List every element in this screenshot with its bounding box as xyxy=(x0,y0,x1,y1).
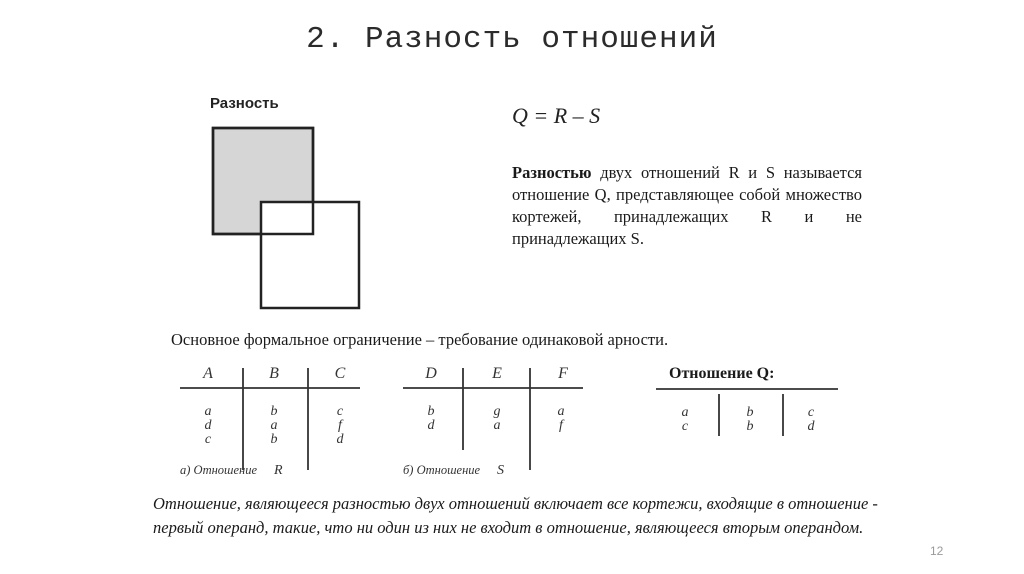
relation-q-title: Отношение Q: xyxy=(669,365,775,382)
table-s-header-d: D xyxy=(425,365,437,382)
table-r-cell: a xyxy=(204,404,212,419)
table-relation-s xyxy=(393,360,593,490)
table-r-header-b: B xyxy=(269,365,279,382)
diagram-label: Разность xyxy=(210,95,279,112)
definition-term: Разностью xyxy=(512,163,592,182)
table-r-header-c: C xyxy=(334,365,346,382)
table-q-cell: c xyxy=(807,405,815,420)
table-r-caption: а) Отношение xyxy=(180,463,261,477)
summary-text: Отношение, являющееся разностью двух отношений включает все кортежи, входящие в отношение - первый операнд, такие, что ни один из них не входит в отношение, являющееся вторым операндом. xyxy=(153,494,878,537)
table-s-cell: f xyxy=(559,418,563,433)
table-r-cell: a xyxy=(270,418,278,433)
table-s-header-e: E xyxy=(492,365,502,382)
page-number: 12 xyxy=(930,544,944,558)
difference-formula: Q = R – S xyxy=(512,103,601,128)
table-s-caption: б) Отношение xyxy=(403,463,484,477)
table-r-cell: d xyxy=(336,432,344,447)
arity-constraint: Основное формальное ограничение – требование одинаковой арности. xyxy=(171,330,669,349)
table-r-cell: f xyxy=(338,418,342,433)
table-r-cell: c xyxy=(204,432,212,447)
table-r-cell: d xyxy=(204,418,212,433)
table-q-cell: b xyxy=(746,405,754,420)
table-s-cell: a xyxy=(493,418,501,433)
table-q-cell: c xyxy=(681,419,689,434)
table-r-cell: b xyxy=(270,404,278,419)
difference-diagram xyxy=(205,120,375,320)
definition-text xyxy=(512,162,862,250)
table-s-cell: d xyxy=(427,418,435,433)
table-q-cell: a xyxy=(681,405,689,420)
table-r-header-a: A xyxy=(203,365,213,382)
table-s-cell: a xyxy=(557,404,565,419)
table-q-cell: d xyxy=(807,419,815,434)
table-q-cell: b xyxy=(746,419,754,434)
table-s-cell: g xyxy=(493,404,501,419)
relation-s-square xyxy=(261,202,359,308)
table-relation-q xyxy=(652,384,842,449)
table-s-caption-name: S xyxy=(497,463,504,478)
table-r-cell: b xyxy=(270,432,278,447)
table-s-header-f: F xyxy=(558,365,568,382)
definition-body: двух отношений R и S называется отношение Q, представляющее собой множество кортежей, принадлежащих R и не принадлежащих S. xyxy=(512,163,862,248)
table-s-cell: b xyxy=(427,404,435,419)
table-r-caption-name: R xyxy=(274,463,283,478)
table-relation-r xyxy=(170,360,370,490)
slide-title: 2. Разность отношений xyxy=(306,22,718,57)
table-r-cell: c xyxy=(336,404,344,419)
